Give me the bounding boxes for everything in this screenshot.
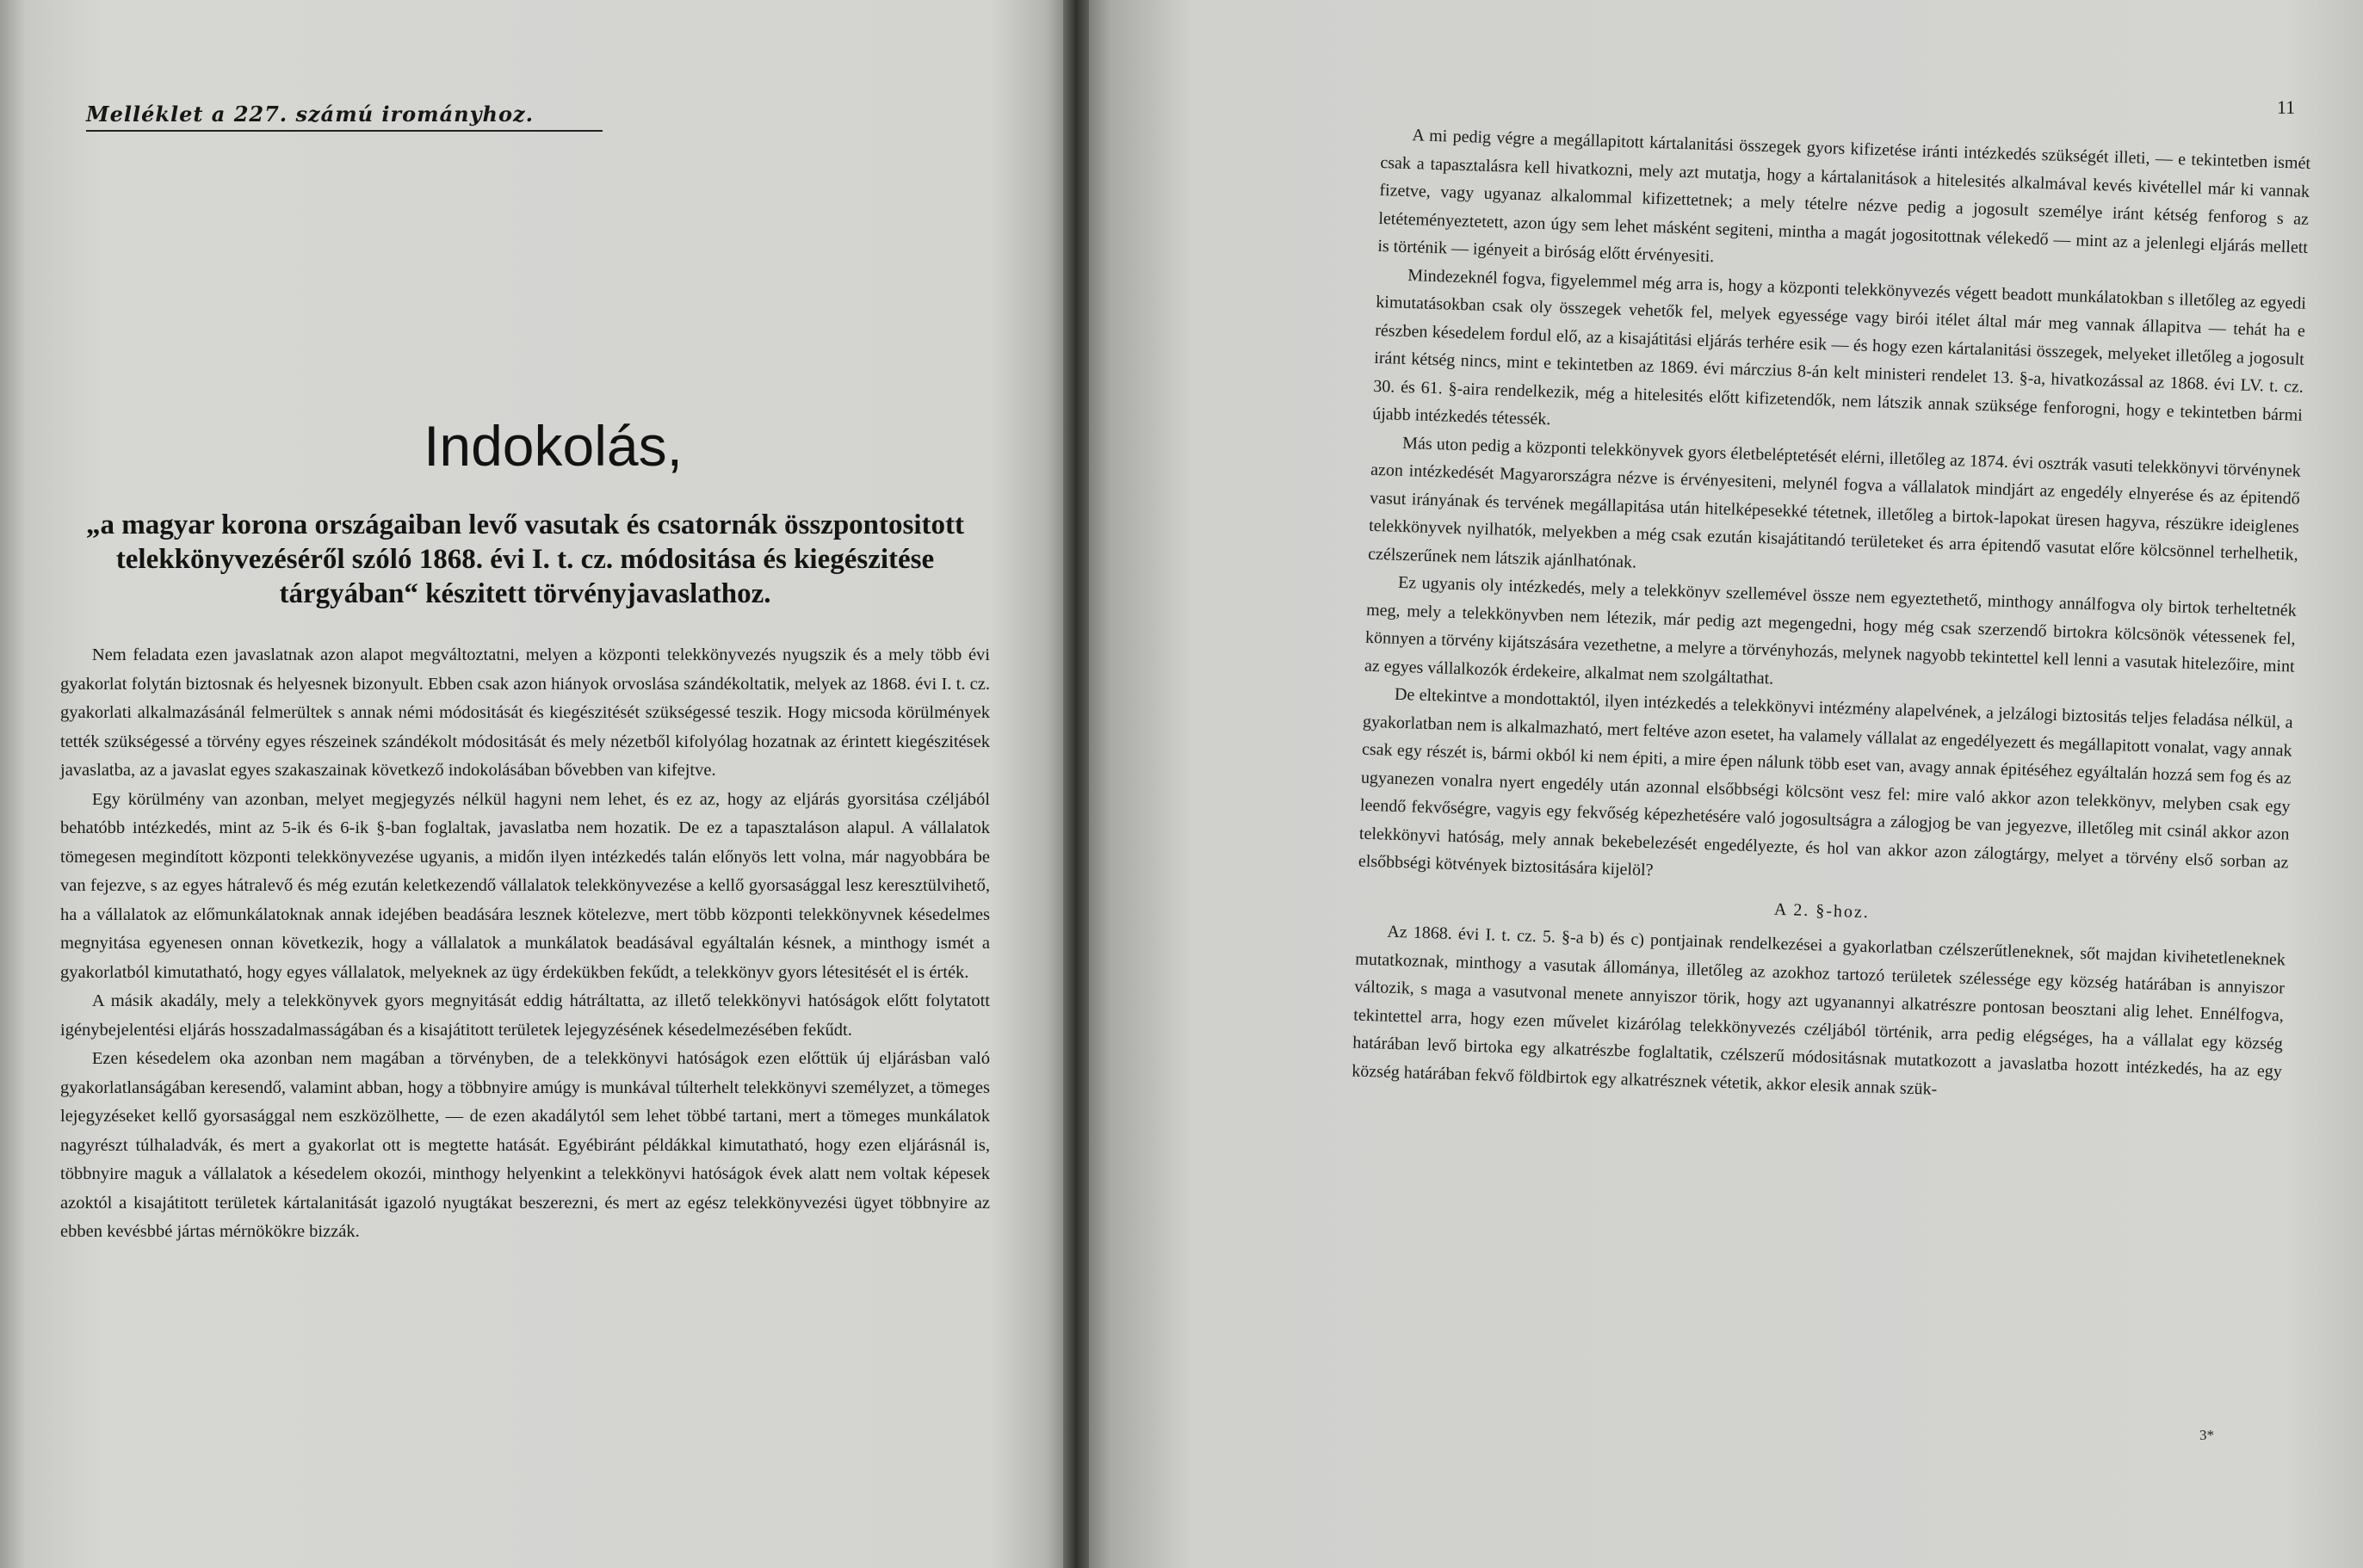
- right-page-body: [1352, 120, 2311, 1114]
- paragraph: Mindezeknél fogva, figyelemmel még arra is, hogy a központi telekkönyvezés végett beadott munkálatokban s illetőleg az egyedi kimutatásokban csak oly összegek vehetők fel, melyek egyessége vagy birói itélet által már meg vannak állapitva — tehát ha e részben késedelem fordul elő, az a kisajátitási eljárás terhére esik — és hogy ezen kártalanitási összegek, melyeket illetőleg a jogosult iránt kétség nincs, mint e tekintetben az 1869. évi márczius 8-án kelt ministeri rendelet 13. §-a, hivatkozással az 1868. évi LV. t. cz. 30. és 61. §-aira rendelkezik, még a hitelesités előtt kifizetendők, nem látszik annak szüksége fenforogni, hogy e tekintetben bármi újabb intézkedés tétessék.: [1371, 265, 2307, 429]
- paragraph: Ez ugyanis oly intézkedés, mely a telekkönyv szellemével össze nem egyeztethető, minthogy annálfogva oly birtok terheltetnék meg, mely a telekkönyvben nem létezik, már pedig azt megengedni, hogy még csak szerzendő birtokra kölcsönök vétessenek fel, könnyen a törvény kijátszására vezethetne, a melyre a törvényhozás, melynek nagyobb tekintettel kell lenni a vasutak hitelezőire, mint az egyes vállalkozók érdekeire, alkalmat nem szolgáltathat.: [1364, 572, 2297, 688]
- left-page-body: [60, 641, 990, 1247]
- left-page: [0, 0, 1072, 1568]
- paragraph: De eltekintve a mondottaktól, ilyen intézkedés a telekkönyvi intézmény alapelvének, a jelzálogi biztositás teljes feladása nélkül, a gyakorlatban nem is alkalmazható, mert feltéve azon esetet, ha valamely vállalat az engedélyezett és megállapitott vonalat, vagy annak csak egy részét is, bármi okból ki nem épiti, a mire épen nálunk több eset van, avagy annak épitéséhez egyáltalán hozzá sem fog és az ugyanezen vonalra nyert engedély után azonnal elsőbbségi kölcsönt vesz fel: mire való akkor azon telekkönyv, melyben csak egy leendő fekvőségre, vagyis egy fekvőség képezhetésére való jogosultságra a zálogjog be van jegyezve, illetőleg mit csinál akkor azon telekkönyvi hatóság, mely annak bekebelezését engedélyezte, és hol van akkor azon zálogtárgy, melyet a törvény első sorban az elsőbbségi kötvények biztositására kijelöl?: [1358, 684, 2293, 880]
- document-title: Indokolás,: [424, 414, 683, 478]
- page-header: Melléklet a 227. számú irományhoz.: [86, 102, 603, 132]
- paragraph: Egy körülmény van azonban, melyet megjegyzés nélkül hagyni nem lehet, és ez az, hogy az eljárás gyorsitása czéljából behatóbb intézkedés, mint az 5-ik és 6-ik §-ban foglaltak, javaslatba nem hozatik. De ez a tapasztaláson alapul. A vállalatok tömegesen megindított központi telekkönyvezése ugyanis, a midőn ilyen intézkedés talán előnyös lett volna, már nagyobbára be van fejezve, s az egyes hátralevő és még ezután keletkezendő vállalatok telekkönyvezése a kellő gyorsasággal lesz keresztülvihető, ha a vállalatok az előmunkálatoknak annak idejében beadására lesznek kötelezve, mert több központi telekkönyvnek késedelmes megnyitása egyenesen onnan következik, hogy a vállalatok a munkálatok beadásával egyáltalán késnek, a minthogy ismét a gyakorlatból kimutatható, hogy egyes vállalatok, melyeknek az ügy érdekükben fekűdt, a telekkönyv gyors létesitését el is érték.: [60, 789, 990, 982]
- page-number: 11: [2277, 96, 2296, 118]
- book-gutter: [1063, 0, 1089, 1568]
- paragraph: Ezen késedelem oka azonban nem magában a törvényben, de a telekkönyvi hatóságok ezen előttük új eljárásban való gyakorlatlanságában keresendő, valamint abban, hogy a többnyire amúgy is munkával túlterhelt telekkönyvi személyzet, a tömeges lejegyzéseket kellő gyorsasággal nem eszközölhette, — de ezen akadálytól sem lehet többé tartani, mert a tömeges munkálatok nagyrészt túlhaladvák, és mert a gyakorlat ott is megtette hatását. Egyébiránt példákkal kimutatható, hogy ezen eljárásnál is, többnyire maguk a vállalatok a késedelem okozói, minthogy helyenkint a telekkönyvi hatóságok évek alatt nem voltak képesek azoktól a kisajátitott területek kártalanitását igazoló nyugtákat beszerezni, és mert az egész telekkönyvezési ügyet többnyire az ebben kevésbbé jártas mérnökökre bizzák.: [60, 1049, 990, 1241]
- paragraph: Nem feladata ezen javaslatnak azon alapot megváltoztatni, melyen a központi telekkönyvezés nyugszik és a mely több évi gyakorlat folytán biztosnak és helyesnek bizonyult. Ebben csak azon hiányok orvoslása szándékoltatik, melyek az 1868. évi I. t. cz. gyakorlati alkalmazásánál felmerültek s annak némi módositását és kiegészitését szükségessé teszik. Hogy micsoda körülmények tették szükségessé a törvény egyes részeinek szándékolt módositását és mely nézetből kifolyólag hozatnak az érintett kiegészitések javaslatba, az a javaslat egyes szakaszainak következő indokolásában bővebben van kifejtve.: [60, 645, 990, 780]
- paragraph: Az 1868. évi I. t. cz. 5. §-a b) és c) pontjainak rendelkezései a gyakorlatban czélszerűtleneknek, sőt majdan kivihetetleneknek mutatkoznak, minthogy a vasutak állománya, illetőleg az azokhoz tartozó területek szélessége egy község határában is annyiszor változik, s maga a vasutvonal menete annyiszor törik, hogy azt ugyanannyi alkatrészre pontosan beosztani alig lehet. Ennélfogva, tekintettel arra, hogy ezen művelet kizárólag telekkönyvezés czéljából történik, arra pedig elégséges, ha a vállalat egy község határában levő birtoka egy alkatrészbe foglaltatik, czélszerű módositásnak mutatkozott a javaslatba hozott intézkedés, ha az egy község határában fekvő földbirtok egy alkatrésznek vétetik, akkor elesik annak szük-: [1351, 922, 2286, 1099]
- paragraph: A másik akadály, mely a telekkönyvek gyors megnyitását eddig hátráltatta, az illető telekkönyvi hatóságok előtt folytatott igénybejelentési eljárás hosszadalmasságában és a kisajátitott területek lejegyzésének késedelmezésében fekűdt.: [60, 991, 990, 1040]
- section-heading: A 2. §-hoz.: [1773, 899, 1871, 922]
- document-subtitle: „a magyar korona országaiban levő vasutak és csatornák összpontositott telekkönyvezéséről szóló 1868. évi I. t. cz. módositása és kiegészitése tárgyában“ készitett törvényjavaslathoz.: [86, 509, 964, 609]
- paragraph: Más uton pedig a központi telekkönyvek gyors életbeléptetését elérni, illetőleg az 1874. évi osztrák vasuti telekkönyvi törvénynek azon intézkedését Magyarországra nézve is érvényesiteni, melynél fogva a vállalatok mindjárt az engedély elnyerése és az épitendő vasut irányának és tervének megállapitása után hitelképesekké tétetnek, illetőleg a birtok-lapokat üresen hagyva, részükre ideiglenes telekkönyvek nyilhatók, melyekben a még csak ezután kisajátitandó területeket és arra épitendő vasutat előre kölcsönnel terhelhetik, czélszerűnek nem látszik ajánlhatónak.: [1367, 433, 2302, 572]
- paragraph: A mi pedig végre a megállapitott kártalanitási összegek gyors kifizetése iránti intézkedés szükségét illeti, — e tekintetben ismét csak a tapasztalásra kell hivatkozni, mely azt mutatja, hogy a kártalanitások a hitelesités alkalmával kevés kivétellel már ki vannak fizetve, vagy ugyanaz alkalommal kifizettetnek; a mely tételre nézve pedig a jogosult személye iránt kétség fenforog s az letéteményeztetett, azon úgy sem lehet másként segiteni, mintha a magát jogositottnak vélekedő — mint az a jelenlegi eljárás mellett is történik — igényeit a biróság előtt érvényesiti.: [1377, 126, 2311, 267]
- printer-signature-mark: 3*: [2199, 1427, 2214, 1443]
